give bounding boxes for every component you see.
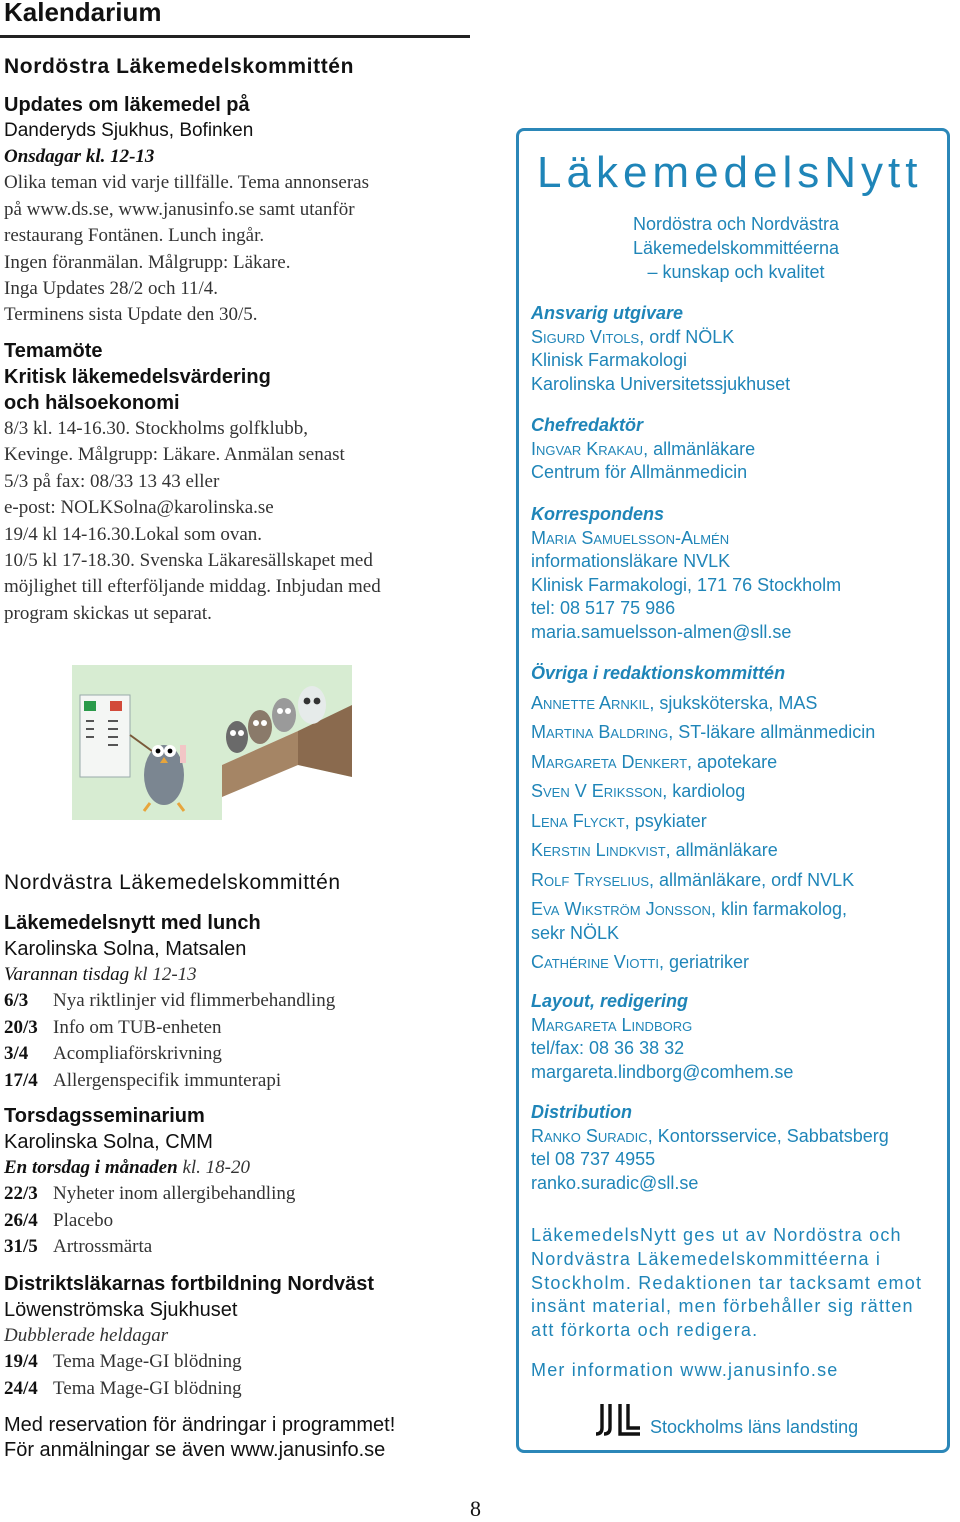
ne-updates-block (4, 92, 474, 329)
nw-footer (4, 1413, 474, 1463)
committee-member-name: Eva Wikström Jonsson (531, 899, 711, 919)
committee-title: Övriga i redaktionskommittén (531, 663, 786, 683)
owl-lecture-drawing (72, 665, 352, 820)
editor-name: Ingvar Krakau (531, 438, 644, 459)
layout-name: Margareta Lindborg (531, 1014, 693, 1035)
committee-member-role: , allmänläkare, ordf NVLK (649, 869, 855, 890)
tema-heading-1: Temamöte (4, 340, 103, 362)
layout-email: margareta.lindborg@comhem.se (531, 1061, 794, 1082)
lunch-item (4, 1041, 474, 1067)
committee-member-name: Lena Flyckt (531, 810, 625, 831)
thursday-item-text: Nyheter inom allergibehandling (53, 1183, 296, 1205)
district-heading: Distriktsläkarnas fortbildning Nordväst (4, 1273, 375, 1295)
lunch-item (4, 1015, 474, 1041)
thursday-item-date: 22/3 (4, 1183, 38, 1205)
lunch-when-time: kl 12-13 (129, 964, 197, 985)
editor-title: Chefredaktör (531, 415, 644, 435)
updates-line-4: Inga Updates 28/2 och 11/4. (4, 278, 219, 300)
lunch-item-text: Allergenspecifik immunterapi (53, 1069, 282, 1091)
correspondent-email: maria.samuelsson-almen@sll.se (531, 621, 792, 642)
tema-heading-3: och hälsoekonomi (4, 392, 180, 414)
correspondent-line: Klinisk Farmakologi, 171 76 Stockholm (531, 574, 842, 595)
masthead-responsible (531, 302, 941, 396)
committee-member-role: sekr NÖLK (531, 922, 620, 943)
distribution-phone: tel 08 737 4955 (531, 1149, 656, 1169)
responsible-name: Sigurd Vitols (531, 326, 640, 347)
committee-member-role: , kardiolog (662, 781, 746, 801)
committee-member-name: Cathérine Viotti (531, 952, 659, 972)
masthead-distribution (531, 1101, 941, 1195)
lunch-item-date: 6/3 (4, 990, 29, 1012)
committee-member-name: Sven V Eriksson (531, 781, 663, 801)
masthead-editor (531, 414, 941, 485)
owl-lecture-illustration (72, 665, 352, 820)
district-when: Dubblerade heldagar (4, 1325, 169, 1346)
layout-phone: tel/fax: 08 36 38 32 (531, 1038, 685, 1058)
thursday-item (4, 1208, 474, 1234)
page-number: 8 (470, 1496, 481, 1521)
thursday-item-text: Artrossmärta (53, 1236, 153, 1258)
tagline-line-2: Läkemedelskommittéerna (632, 238, 840, 258)
responsible-role: , ordf NÖLK (639, 326, 735, 347)
tema-line-1: Kevinge. Målgrupp: Läkare. Anmälan senast (4, 444, 345, 466)
tema-heading-2: Kritisk läkemedelsvärdering (4, 366, 271, 388)
thursday-item-date: 31/5 (4, 1236, 38, 1258)
lunch-item (4, 988, 474, 1014)
updates-when: Onsdagar kl. 12-13 (4, 146, 155, 167)
ne-section-title: Nordöstra Läkemedelskommittén (4, 55, 354, 78)
committee-member-name: Annette Arnkil (531, 692, 650, 713)
distribution-title: Distribution (531, 1102, 632, 1122)
lunch-place: Karolinska Solna, Matsalen (4, 938, 247, 960)
responsible-title: Ansvarig utgivare (531, 303, 684, 323)
landsting-logo-icon (596, 1402, 640, 1436)
more-info-link[interactable]: Mer information www.janusinfo.se (531, 1360, 839, 1380)
lunch-item-date: 20/3 (4, 1016, 38, 1038)
masthead-committee (531, 662, 941, 981)
district-place: Löwenströmska Sjukhuset (4, 1299, 238, 1321)
tema-line-2: 5/3 på fax: 08/33 13 43 eller (4, 470, 220, 492)
footer-line-2: För anmälningar se även www.janusinfo.se (4, 1439, 386, 1461)
editor-role: , allmänläkare (643, 438, 756, 459)
nw-lunch-block (4, 910, 474, 1094)
correspondent-title: Korrespondens (531, 504, 665, 524)
thursday-place: Karolinska Solna, CMM (4, 1131, 213, 1153)
editor-line: Centrum för Allmänmedicin (531, 462, 748, 482)
district-item (4, 1349, 474, 1375)
district-item-text: Tema Mage-GI blödning (53, 1377, 242, 1399)
thursday-item-text: Placebo (53, 1209, 114, 1231)
nw-section-title: Nordvästra Läkemedelskommittén (4, 871, 341, 894)
updates-line-5: Terminens sista Update den 30/5. (4, 304, 258, 326)
responsible-line: Klinisk Farmakologi (531, 350, 688, 370)
layout-title: Layout, redigering (531, 991, 689, 1011)
committee-member-role: , apotekare (687, 751, 778, 772)
updates-heading-2: Danderyds Sjukhus, Bofinken (4, 120, 254, 141)
committee-member-role: , allmänläkare (665, 840, 778, 860)
committee-member-role: , klin farmakolog, (710, 899, 848, 919)
committee-member-role: , geriatriker (659, 952, 750, 972)
page-title: Kalendarium (4, 0, 162, 27)
tagline-line-3: – kunskap och kvalitet (647, 262, 825, 282)
tema-line-7: program skickas ut separat. (4, 602, 212, 624)
updates-line-3: Ingen föranmälan. Målgrupp: Läkare. (4, 251, 291, 273)
updates-heading-1: Updates om läkemedel på (4, 94, 250, 116)
nw-thursday-block (4, 1103, 474, 1261)
lunch-item (4, 1068, 474, 1094)
lunch-item-text: Nya riktlinjer vid flimmerbehandling (53, 990, 336, 1012)
committee-member-name: Margareta Denkert (531, 751, 688, 772)
district-item-text: Tema Mage-GI blödning (53, 1351, 242, 1373)
correspondent-line: tel: 08 517 75 986 (531, 598, 676, 618)
thursday-when-time: kl. 18-20 (177, 1157, 250, 1178)
thursday-item-date: 26/4 (4, 1209, 38, 1231)
correspondent-name: Maria Samuelsson-Almén (531, 527, 730, 548)
title-rule (0, 35, 470, 38)
thursday-heading: Torsdagsseminarium (4, 1105, 205, 1127)
distribution-email: ranko.suradic@sll.se (531, 1172, 699, 1193)
responsible-line: Karolinska Universitetssjukhuset (531, 373, 791, 394)
distribution-role: , Kontorsservice, Sabbatsberg (647, 1125, 889, 1146)
lunch-heading: Läkemedelsnytt med lunch (4, 912, 261, 934)
lunch-item-date: 3/4 (4, 1043, 29, 1065)
committee-member-name: Martina Baldring (531, 722, 669, 742)
masthead-correspondent (531, 503, 941, 644)
committee-member-name: Rolf Tryselius (531, 869, 650, 890)
lunch-item-text: Info om TUB-enheten (53, 1016, 222, 1038)
lunch-when-day: Varannan tisdag (4, 964, 130, 985)
tema-line-4: 19/4 kl 14-16.30.Lokal som ovan. (4, 523, 263, 545)
lunch-item-text: Acompliaförskrivning (53, 1043, 222, 1065)
distribution-name: Ranko Suradic (531, 1125, 648, 1146)
committee-member-role: , ST-läkare allmänmedicin (668, 722, 876, 742)
correspondent-line: informationsläkare NVLK (531, 551, 731, 571)
footer-line-1: Med reservation för ändringar i programmet! (4, 1414, 396, 1436)
committee-member-role: , psykiater (624, 810, 707, 831)
updates-line-2: restaurang Fontänen. Lunch ingår. (4, 225, 265, 247)
tema-line-0: 8/3 kl. 14-16.30. Stockholms golfklubb, (4, 418, 308, 439)
thursday-when-day: En torsdag i månaden (4, 1157, 178, 1178)
district-item (4, 1376, 474, 1402)
ne-tema-block (4, 338, 474, 627)
lunch-item-date: 17/4 (4, 1069, 38, 1091)
thursday-item (4, 1181, 474, 1207)
landsting-name: Stockholms läns landsting (650, 1417, 859, 1437)
updates-line-0: Olika teman vid varje tillfälle. Tema annonseras (4, 172, 369, 194)
district-item-date: 19/4 (4, 1351, 38, 1373)
brand-title: LäkemedelsNytt (537, 148, 923, 197)
masthead-layout (531, 990, 941, 1084)
thursday-item (4, 1234, 474, 1260)
brand-tagline (586, 212, 886, 284)
updates-line-1: på www.ds.se, www.janusinfo.se samt utanför (4, 198, 355, 220)
tema-line-6: möjlighet till efterföljande middag. Inbjudan med (4, 576, 381, 598)
committee-member-role: , sjuksköterska, MAS (649, 692, 818, 713)
committee-member-name: Kerstin Lindkvist (531, 840, 666, 860)
tagline-line-1: Nordöstra och Nordvästra (632, 214, 840, 234)
masthead-note: LäkemedelsNytt ges ut av Nordöstra och Nordvästra Läkemedelskommittéerna i Stockholm. Redaktionen tar tacksamt emot insänt material, men förbehåller sig rätten att förkorta och redigera. (531, 1225, 923, 1341)
district-item-date: 24/4 (4, 1377, 38, 1399)
nw-district-block (4, 1271, 474, 1402)
tema-line-3: e-post: NOLKSolna@karolinska.se (4, 497, 274, 519)
tema-line-5: 10/5 kl 17-18.30. Svenska Läkaresällskapet med (4, 550, 373, 572)
